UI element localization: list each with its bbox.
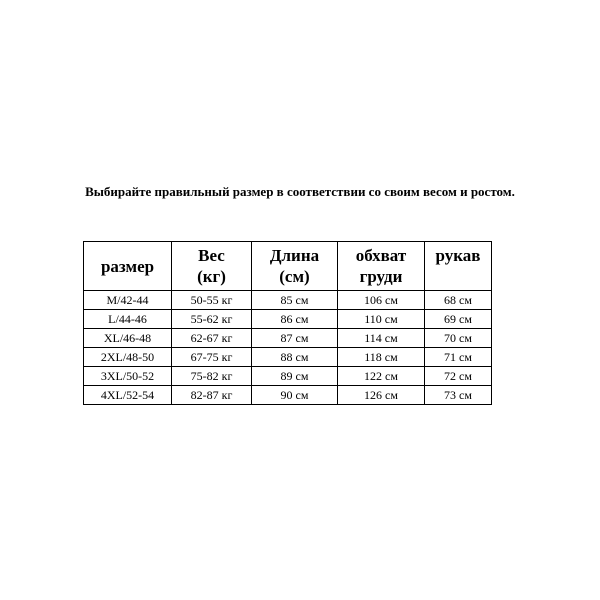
cell-length: 85 см <box>252 291 338 310</box>
cell-chest: 106 см <box>338 291 425 310</box>
table-row <box>84 386 492 405</box>
cell-sleeve: 71 см <box>425 348 492 367</box>
header-sleeve <box>425 242 492 291</box>
table-header-row <box>84 242 492 291</box>
table-row <box>84 310 492 329</box>
cell-length: 90 см <box>252 386 338 405</box>
header-size <box>84 242 172 291</box>
cell-size: 4XL/52-54 <box>84 386 172 405</box>
table-row <box>84 329 492 348</box>
cell-chest: 126 см <box>338 386 425 405</box>
size-table <box>83 241 492 405</box>
header-size-text: размер <box>100 256 155 276</box>
cell-sleeve: 72 см <box>425 367 492 386</box>
cell-weight: 75-82 кг <box>172 367 252 386</box>
cell-size: 2XL/48-50 <box>84 348 172 367</box>
cell-sleeve: 69 см <box>425 310 492 329</box>
cell-chest: 122 см <box>338 367 425 386</box>
header-weight <box>172 242 252 291</box>
header-weight-text: Вес <box>198 246 225 265</box>
cell-sleeve: 68 см <box>425 291 492 310</box>
header-sleeve-text: рукав <box>435 246 481 265</box>
cell-length: 87 см <box>252 329 338 348</box>
header-chest-text: обхват <box>355 246 407 265</box>
cell-length: 89 см <box>252 367 338 386</box>
cell-sleeve: 73 см <box>425 386 492 405</box>
cell-weight: 50-55 кг <box>172 291 252 310</box>
cell-size: 3XL/50-52 <box>84 367 172 386</box>
header-length-unit: (см) <box>279 267 310 286</box>
cell-weight: 82-87 кг <box>172 386 252 405</box>
cell-size: XL/46-48 <box>84 329 172 348</box>
cell-weight: 67-75 кг <box>172 348 252 367</box>
size-instruction-heading: Выбирайте правильный размер в соответствии со своим весом и ростом. <box>85 184 515 199</box>
header-chest <box>338 242 425 291</box>
cell-sleeve: 70 см <box>425 329 492 348</box>
table-row <box>84 348 492 367</box>
cell-length: 86 см <box>252 310 338 329</box>
cell-chest: 110 см <box>338 310 425 329</box>
table-row <box>84 367 492 386</box>
cell-chest: 114 см <box>338 329 425 348</box>
cell-size: M/42-44 <box>84 291 172 310</box>
cell-size: L/44-46 <box>84 310 172 329</box>
cell-length: 88 см <box>252 348 338 367</box>
header-length-text: Длина <box>269 246 320 265</box>
table-row <box>84 291 492 310</box>
header-chest-text-2: груди <box>359 267 403 286</box>
header-length <box>252 242 338 291</box>
cell-weight: 62-67 кг <box>172 329 252 348</box>
header-weight-unit: (кг) <box>197 267 226 286</box>
cell-chest: 118 см <box>338 348 425 367</box>
cell-weight: 55-62 кг <box>172 310 252 329</box>
